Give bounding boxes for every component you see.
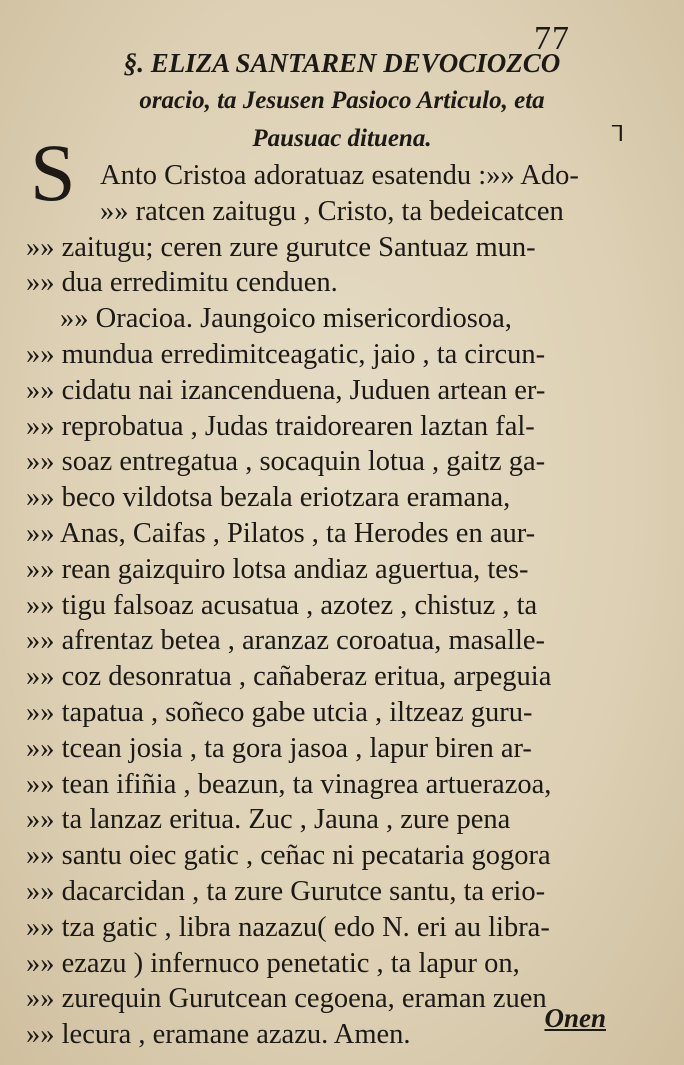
text-line: »» tigu falsoaz acusatua , azotez , chistuz , ta	[26, 589, 538, 621]
text-line: »» dacarcidan , ta zure Gurutce santu, ta erio-	[26, 876, 546, 907]
text-line: »» ratcen zaitugu , Cristo, ta bedeicatcen	[100, 195, 564, 227]
heading-line-1: §. ELIZA SANTAREN DEVOCIOZCO	[123, 48, 561, 78]
heading-line-3: Pausuac dituena.	[252, 125, 432, 152]
text-line: »» zaitugu; ceren zure gurutce Santuaz mun-	[26, 231, 536, 263]
text-line: Anto Cristoa adoratuaz esatendu :»» Ado-	[100, 160, 579, 191]
text-line: »» tza gatic , libra nazazu( edo N. eri au libra-	[26, 911, 550, 943]
ornament-mark: ᒣ	[610, 122, 624, 147]
text-line: »» mundua erredimitceagatic, jaio , ta circun-	[26, 339, 546, 370]
text-line: »» reprobatua , Judas traidorearen laztan fal-	[26, 410, 535, 442]
text-line: »» tapatua , soñeco gabe utcia , iltzeaz guru-	[26, 697, 533, 728]
heading-line-2: oracio, ta Jesusen Pasioco Articulo, eta	[139, 87, 545, 114]
section-heading	[40, 44, 644, 158]
text-line: »» cidatu nai izancenduena, Juduen artean er-	[26, 374, 546, 406]
text-line: »» afrentaz betea , aranzaz coroatua, masalle-	[26, 625, 545, 657]
text-line: »» dua erredimitu cenduen.	[26, 267, 338, 299]
text-line: »» ta lanzaz eritua. Zuc , Jauna , zure pena	[26, 804, 511, 836]
text-line: »» coz desonratua , cañaberaz eritua, arpeguia	[26, 661, 552, 693]
text-line: »» Oracioa. Jaungoico misericordiosoa,	[60, 303, 512, 335]
text-line: »» tean ifiñia , beazun, ta vinagrea artuerazoa,	[26, 768, 552, 800]
text-line: »» lecura , eramane azazu. Amen.	[26, 1019, 411, 1051]
text-line: »» Anas, Caifas , Pilatos , ta Herodes en aur-	[26, 518, 536, 549]
page-number: 77	[534, 20, 570, 57]
catchword: Onen	[544, 1003, 606, 1033]
text-line: »» tcean josia , ta gora jasoa , lapur biren ar-	[26, 732, 532, 764]
text-line: »» rean gaizquiro lotsa andiaz aguertua, tes-	[26, 553, 529, 585]
text-line: »» beco vildotsa bezala eriotzara eramana,	[26, 482, 511, 514]
drop-cap: S	[30, 127, 76, 218]
text-line: »» ezazu ) infernuco penetatic , ta lapur on,	[26, 947, 520, 979]
text-line: »» santu oiec gatic , ceñac ni pecataria gogora	[26, 840, 551, 872]
text-line: »» soaz entregatua , socaquin lotua , gaitz ga-	[26, 446, 546, 478]
text-line: »» zurequin Gurutcean cegoena, eraman zuen	[26, 983, 547, 1015]
